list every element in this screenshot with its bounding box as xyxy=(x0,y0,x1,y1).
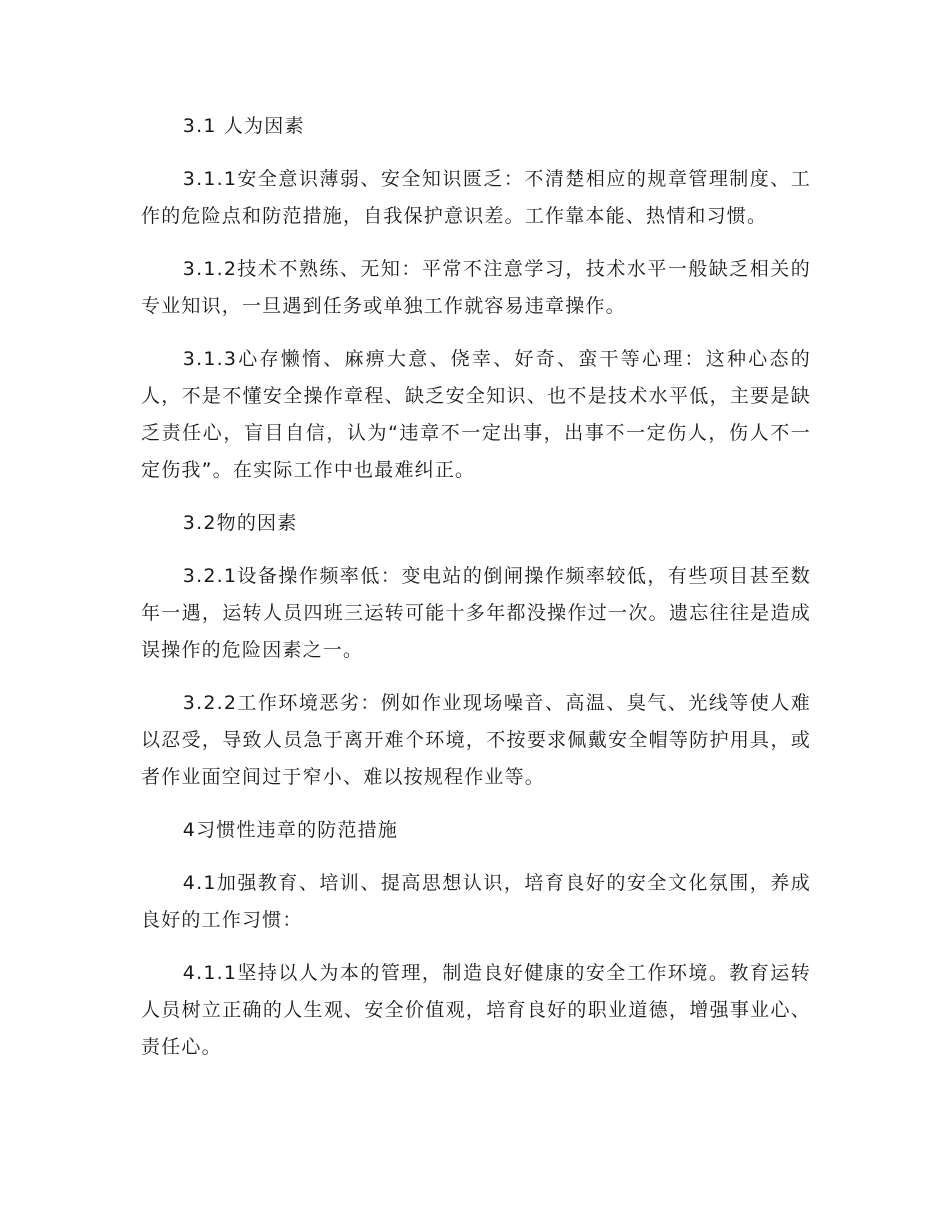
paragraph-3-1-1: 3.1.1安全意识薄弱、安全知识匮乏：不清楚相应的规章管理制度、工作的危险点和防范措施，自我保护意识差。工作靠本能、热情和习惯。 xyxy=(141,168,811,227)
section-heading-4: 4习惯性违章的防范措施 xyxy=(182,819,399,841)
section-heading-3-1: 3.1 人为因素 xyxy=(182,115,305,137)
paragraph-3-1-2: 3.1.2技术不熟练、无知：平常不注意学习，技术水平一般缺乏相关的专业知识，一旦遇到任务或单独工作就容易违章操作。 xyxy=(141,258,811,317)
paragraph-3-2-2: 3.2.2工作环境恶劣：例如作业现场噪音、高温、臭气、光线等使人难以忍受，导致人员急于离开难个环境，不按要求佩戴安全帽等防护用具，或者作业面空间过于窄小、难以按规程作业等。 xyxy=(141,692,811,788)
paragraph-3-1-3: 3.1.3心存懒惰、麻痹大意、侥幸、好奇、蛮干等心理：这种心态的人，不是不懂安全操作章程、缺乏安全知识、也不是技术水平低，主要是缺乏责任心，盲目自信，认为“违章不一定出事，出事不一定伤人，伤人不一定伤我”。在实际工作中也最难纠正。 xyxy=(141,348,811,481)
paragraph-4-1-1: 4.1.1坚持以人为本的管理，制造良好健康的安全工作环境。教育运转人员树立正确的人生观、安全价值观，培育良好的职业道德，增强事业心、责任心。 xyxy=(141,962,811,1058)
paragraph-4-1: 4.1加强教育、培训、提高思想认识，培育良好的安全文化氛围，养成良好的工作习惯： xyxy=(141,872,811,931)
paragraph-3-2-1: 3.2.1设备操作频率低：变电站的倒闸操作频率较低，有些项目甚至数年一遇，运转人员四班三运转可能十多年都没操作过一次。遗忘往往是造成误操作的危险因素之一。 xyxy=(141,565,811,661)
section-heading-3-2: 3.2物的因素 xyxy=(182,512,298,534)
document-body xyxy=(141,108,811,1082)
